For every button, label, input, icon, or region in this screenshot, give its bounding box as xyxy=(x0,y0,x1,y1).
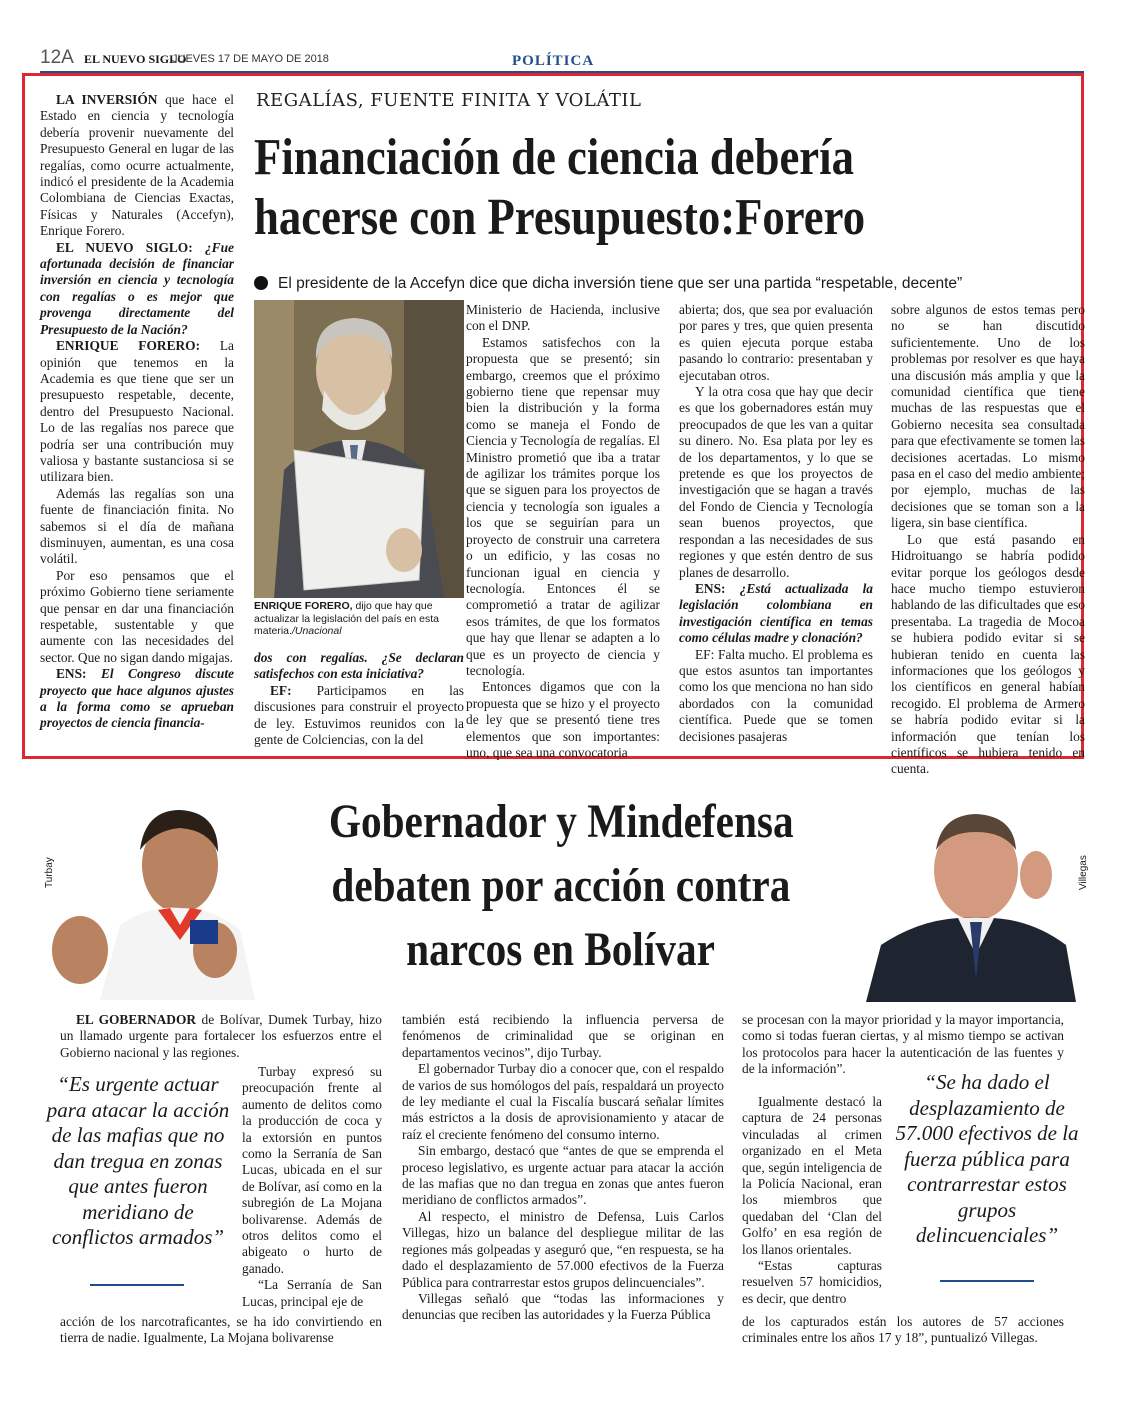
paragraph: Además las regalías son una fuente de financiación finita. No sabemos si el día de mañana disminuyen, aumentan, es una cosa volátil. xyxy=(40,485,234,567)
portrait-illustration xyxy=(254,300,464,598)
article1-column-1: LA INVERSIÓN que hace el Estado en ciencia y tecnología debería provenir nuevamente del Presupuesto General en lugar de las regalías, como ocurre actualmente, indicó el presidente de la Academia Colombiana de Ciencias Exactas, Físicas y Naturales (Accefyn), Enrique Forero. EL NUEVO SIGLO: ¿Fue afortunada decisión de financiar inversión en ciencia y tecnología con regalías o es mejor que provenga directamente del Presupuesto de la Nación? ENRIQUE FORERO: La opinión que tenemos en la Academia es que tiene que ser un presupuesto respetable, decente, dentro del Presupuesto Nacional. Lo de las regalías nos parece que podría ser una contribución muy valiosa y bastante sustanciosa si se utilizara bien. Además las regalías son una fuente de financiación finita. No sabemos si el día de mañana disminuyen, aumentan, es una cosa volátil. Por eso pensamos que el próximo Gobierno tiene seriamente que pensar en dar una financiación respetable, sustentable y que aumente con las necesidades del sector. Que no sigan dando migajas. ENS: El Congreso discute proyecto que hace algunos ajustes a la forma como se aprueban proyectos de ciencia financia- xyxy=(40,92,234,731)
section-label: POLÍTICA xyxy=(512,53,595,69)
photo-enrique-forero xyxy=(254,300,464,598)
article1-column-3: Ministerio de Hacienda, inclusive con el DNP. Estamos satisfechos con la propuesta que se presentó; sin embargo, creemos que el próximo gobierno tiene que repensar muy bien la distribución y la forma como se maneja el Fondo de Ciencia y Tecnología de regalías. El Ministro prometió que iba a tratar de agilizar los trámites porque los que se siguen para los proyectos de ciencia y tecnología son iguales a los que se seguirían para un proyecto de construir una carretera o un edificio, y las cosas no funcionan igual en ciencia y tecnología. Entonces él se comprometió a tratar de agilizar esos trámites, de que los formatos que hay que llenar se adapten a lo que es un proyecto de ciencia y tecnología. Entonces digamos que con la propuesta que se hizo y el proyecto de ley que se presentó tiene tres elementos que son importantes: uno, que sea una convocatoria xyxy=(466,302,660,760)
article2-column-4: Igualmente destacó la captura de 24 personas vinculadas al crimen organizado en el Meta que, según inteligencia de la Policía Nacional, eran los miembros que quedaban del ‘Clan del Golfo’ en esa región de los llanos orientales. “Estas capturas resuelven 57 homicidios, es decir, que dentro xyxy=(742,1094,882,1306)
article2-column-3: también está recibiendo la influencia perversa de fenómenos de criminalidad que se originan en departamentos vecinos”, dijo Turbay. El gobernador Turbay dio a conocer que, con el respaldo de varios de sus homólogos del país, respaldará un proyecto de ley mediante el cual la Fiscalía buscará señalar límites más estrictos a la dosis de aprovisionamiento y atacar de raíz el creciente fenómeno del consumo interno. Sin embargo, destacó que “antes de que se emprenda el proceso legislativo, es urgente actuar para atacar la acción de las mafias que no dan tregua en zonas que antes fueron meridiano de conflictos armados”. Al respecto, el ministro de Defensa, Luis Carlos Villegas, hizo un balance del despliegue militar de las regiones más golpeadas y aseguró que, “en respuesta, se ha dado el desplazamiento de 57.000 efectivos de la Fuerza Pública para contrarrestar estos grupos delincuenciales”. Villegas señaló que “todas las informaciones y denuncias que reciben las autoridades y la Fuerza Pública xyxy=(402,1012,724,1323)
lead-keyword: LA INVERSIÓN xyxy=(56,92,158,107)
photo-credit-right: Villegas xyxy=(1078,855,1089,890)
headline: Financiación de ciencia debería hacerse con Presupuesto:Forero xyxy=(254,129,866,246)
dateline: JUEVES 17 DE MAYO DE 2018 xyxy=(172,53,329,65)
photo-villegas xyxy=(866,780,1076,1002)
photo-caption: ENRIQUE FORERO, dijo que hay que actualizar la legislación del país en esta materia./Unacional xyxy=(254,600,440,637)
pull-quote-rule xyxy=(940,1280,1034,1282)
article2-column-1-bottom: acción de los narcotraficantes, se ha ido convirtiendo en tierra de nadie. Igualmente, La Mojana bolivarense xyxy=(60,1314,382,1346)
headline: Gobernador y Mindefensa debaten por acción contra narcos en Bolívar xyxy=(328,795,794,976)
villegas-illustration xyxy=(866,780,1076,1002)
article2-column-4-bottom: de los capturados están los autores de 57 acciones criminales entre los años 17 y 18”, puntualizó Villegas. xyxy=(742,1314,1064,1346)
bullet-icon xyxy=(254,276,268,290)
photo-turbay xyxy=(40,780,260,1000)
pull-quote-rule xyxy=(90,1284,184,1286)
kicker: REGALÍAS, FUENTE FINITA Y VOLÁTIL xyxy=(256,90,642,111)
article1-column-2: dos con regalías. ¿Se declaran satisfechos con esta iniciativa? EF: Participamos en las discusiones para construir el proyecto de ley. Estuvimos reunidos con la gente de Colciencias, con la del xyxy=(254,650,464,748)
page-number: 12A xyxy=(40,47,74,68)
pull-quote-right: “Se ha dado el desplazamiento de 57.000 efectivos de la fuerza pública para contrarrestar estos grupos delincuenciales” xyxy=(895,1070,1079,1247)
article2-column-4-top: se procesan con la mayor prioridad y la mayor importancia, como si todas fueran ciertas, y al mismo tiempo se activan los protocolos para hacer la autenticación de las fuentes y de la información”. xyxy=(742,1012,1064,1077)
lead-keyword: EL GOBERNADOR xyxy=(76,1012,197,1027)
turbay-illustration xyxy=(40,780,260,1000)
paragraph: Por eso pensamos que el próximo Gobierno tiene seriamente que pensar en dar una financiación respetable, sustentable y que aumente con las necesidades del sector. Que no sigan dando migajas. xyxy=(40,567,234,665)
masthead: EL NUEVO SIGLO xyxy=(84,52,187,66)
article2-column-2: Turbay expresó su preocupación frente al aumento de delitos como la producción de coca y la extorsión en puntos como la Serranía de San Lucas, ubicada en el sur de Bolívar, así como en la subregión de La Mojana bolivarense. Además de otros delitos como el abigeato o hurto de ganado. “La Serranía de San Lucas, principal eje de xyxy=(242,1064,382,1309)
pull-quote-left: “Es urgente actuar para atacar la acción de las mafias que no dan tregua en zonas que antes fueron meridiano de conflictos armados” xyxy=(46,1072,230,1249)
deck: El presidente de la Accefyn dice que dicha inversión tiene que ser una partida “respetable, decente” xyxy=(254,275,1074,293)
article1-column-5: sobre algunos de estos temas pero no se han discutido suficientemente. Uno de los problemas por resolver es que haya una discusión más amplia y que la comunidad científica que tiene muchas de las respuestas que el Gobierno necesita sea consultada para que efectivamente se tomen las decisiones acertadas. Lo mismo pasa en el caso del medio ambiente; por ejemplo, muchas de las decisiones que se toman son a la ligera, sin base científica. Lo que está pasando en Hidroituango se habría podido evitar porque los geólogos desde hace mucho tiempo estuvieron hablando de las dificultades que eso presentaba. La tragedia de Mocoa se hubiera podido evitar si se hubieran tenido en cuenta las informaciones que los geólogos y los científicos en general habían recogido. El problema de Armero se habría podido evitar si la información que tenían los científicos se hubiera tenido en cuenta. xyxy=(891,302,1085,777)
photo-credit-left: Turbay xyxy=(44,857,55,888)
article2-lead: EL GOBERNADOR de Bolívar, Dumek Turbay, hizo un llamado urgente para fortalecer los esfuerzos entre el Gobierno nacional y las regiones. xyxy=(60,1012,383,1060)
article1-column-4: abierta; dos, que sea por evaluación por pares y tres, que quien presenta es quien ejecuta porque estaba pasando lo contrario: presentaban y ejecutaban otros. Y la otra cosa que hay que decir es que los gobernadores están muy preocupados de que les van a quitar su dinero. No. Esa plata por ley es de los departamentos, y lo que se pretende es que los proyectos de investigación que se hagan a través del Fondo de Ciencia y Tecnología sean buenos proyectos, que respondan a las necesidades de sus regiones y que estén dentro de sus planes de desarrollo. ENS: ¿Está actualizada la legislación colombiana en investigación científica en temas como células madre y clonación? EF: Falta mucho. El problema es que estos asuntos tan importantes como los que menciona no han sido abordados con la comunidad científica. Puede que se tomen decisiones pasajeras xyxy=(679,302,873,744)
